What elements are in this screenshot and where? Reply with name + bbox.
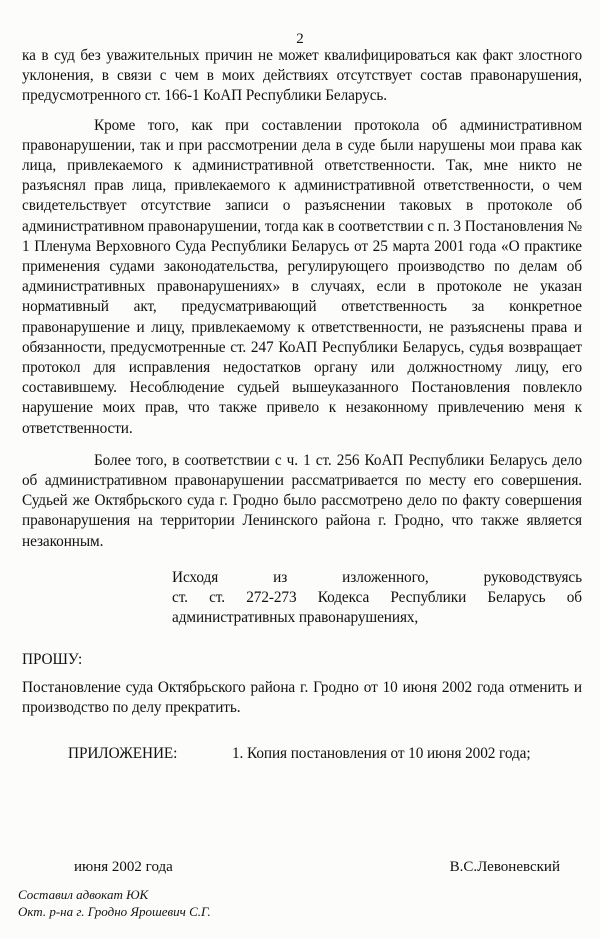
stamp-line-2: Окт. р-на г. Гродно Ярошевич С.Г. (18, 904, 211, 919)
signature-name: В.С.Левоневский (449, 859, 560, 875)
resolution-line-1: Исходя из изложенного, руководствуясь (172, 568, 582, 586)
attachment-label: ПРИЛОЖЕНИЕ: (68, 745, 178, 763)
author-stamp (18, 886, 211, 920)
resolution-block (172, 568, 582, 629)
attachment-block (22, 744, 582, 764)
document-body (22, 46, 582, 764)
paragraph-continuation: ка в суд без уважительных причин не может квалифицироваться как факт злостного уклонения, в связи с чем в моих действиях отсутствует состав правонарушения, предусмотренного ст. 166-1 КоАП Республики Беларусь. (22, 47, 582, 105)
attachment-text: 1. Копия постановления от 10 июня 2002 года; (232, 745, 531, 763)
request-heading: ПРОШУ: (22, 651, 83, 669)
resolution-rest: ст. ст. 272-273 Кодекса Республики Беларусь об административных правонарушениях, (172, 589, 582, 627)
page-number: 2 (296, 31, 304, 47)
request-text: Постановление суда Октябрьского района г. Гродно от 10 июня 2002 года отменить и производство по делу прекратить. (22, 678, 582, 716)
signature-date: июня 2002 года (74, 859, 173, 875)
paragraph-jurisdiction: Более того, в соответствии с ч. 1 ст. 256 КоАП Республики Беларусь дело об административном правонарушении рассматривается по месту его совершения. Судьей же Октябрьского суда г. Гродно было рассмотрено дело по факту совершения правонарушения на территории Ленинского района г. Гродно, что также является незаконным. (22, 451, 582, 550)
paragraph-rights-violation: Кроме того, как при составлении протокола об административном правонарушении, так и при рассмотрении дела в суде были нарушены мои права как лица, привлекаемого к административной ответственности. Так, мне никто не разъяснял прав лица, привлекаемого к административной ответственности, о чем свидетельствует отсутствие записи о разъяснении таковых в протоколе об административном правонарушении, тогда как в соответствии с п. 3 Постановления № 1 Пленума Верховного Суда Республики Беларусь от 25 марта 2001 года «О практике применения судами законодательства, регулирующего производство по делам об административных правонарушениях» в случаях, если в протоколе не указан нормативный акт, предусматривающий ответственность за конкретное правонарушение и лицу, привлекаемому к ответственности, не разъяснены права и обязанности, предусмотренные ст. 247 КоАП Республики Беларусь, судья возвращает протокол для исправления недостатков органу или должностному лицу, его составившему. Несоблюдение судьей вышеуказанного Постановления повлекло нарушение моих прав, что также привело к незаконному привлечению меня к ответственности. (22, 116, 582, 437)
stamp-line-1: Составил адвокат ЮК (18, 887, 149, 902)
